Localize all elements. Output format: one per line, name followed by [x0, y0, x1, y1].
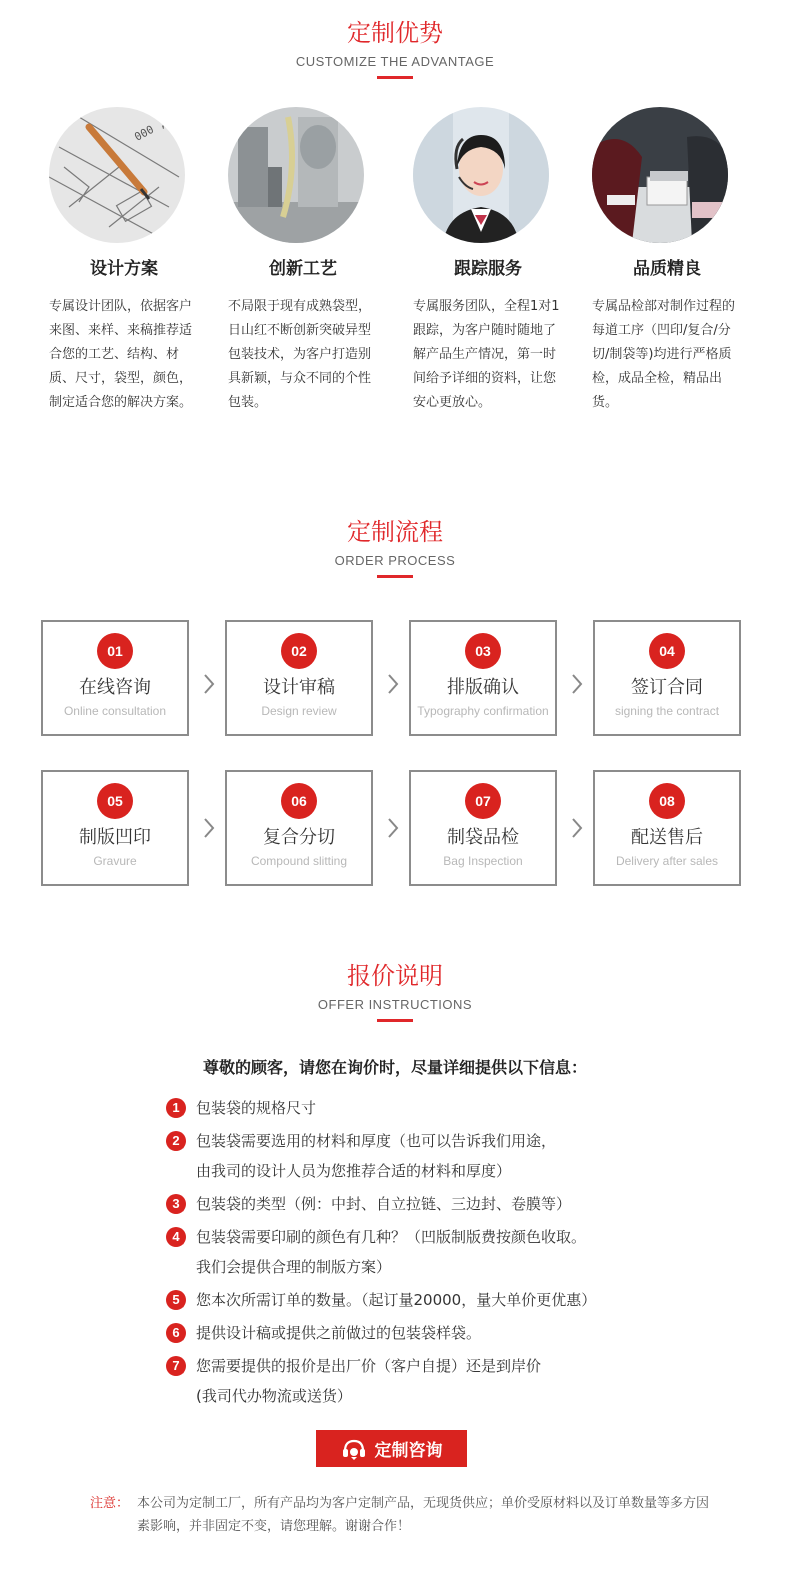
advantage-card-design	[49, 107, 199, 415]
advantage-card-craft	[228, 107, 378, 415]
step-number: 02	[281, 633, 317, 669]
step-title: 在线咨询	[79, 677, 151, 698]
offer-item	[166, 1351, 686, 1411]
step-title: 配送售后	[631, 827, 703, 848]
chevron-right-icon	[203, 673, 215, 695]
process-step-2	[225, 620, 373, 736]
step-number: 04	[649, 633, 685, 669]
offer-item	[166, 1318, 686, 1348]
offer-item	[166, 1285, 686, 1315]
advantage-title: 创新工艺	[269, 259, 337, 279]
headset-chat-icon	[341, 1437, 367, 1461]
advantage-title: 跟踪服务	[454, 259, 522, 279]
notice-label: 注意：	[90, 1496, 130, 1511]
chevron-right-icon	[387, 673, 399, 695]
title-underline	[377, 1019, 413, 1022]
svg-text:000 ,: 000 ,	[132, 116, 168, 144]
chevron-right-icon	[571, 817, 583, 839]
step-number: 01	[97, 633, 133, 669]
process-step-6	[225, 770, 373, 886]
offer-number-badge: 2 、	[166, 1131, 186, 1151]
chevron-right-icon	[571, 673, 583, 695]
offer-item	[166, 1222, 686, 1282]
advantage-title-cn: 定制优势	[347, 19, 443, 47]
process-step-7	[409, 770, 557, 886]
offer-number-badge: 5 、	[166, 1290, 186, 1310]
offer-line: 我们会提供合理的制版方案）	[196, 1258, 392, 1276]
process-step-1	[41, 620, 189, 736]
step-subtitle: Design review	[261, 704, 337, 718]
step-subtitle: Delivery after sales	[615, 854, 719, 868]
consult-button[interactable]	[316, 1430, 467, 1467]
advantage-desc: 专属服务团队，全程1对1跟踪，为客户随时随地了解产品生产情况，第一时间给予详细的资料，让您安心更放心。	[413, 299, 560, 410]
offer-number-badge: 7 、	[166, 1356, 186, 1376]
offer-item	[166, 1093, 686, 1123]
step-title: 设计审稿	[263, 677, 335, 698]
step-title: 排版确认	[447, 677, 519, 698]
offer-list	[166, 1093, 686, 1414]
advantage-desc: 专属品检部对制作过程的每道工序（凹印/复合/分切/制袋等)均进行严格质检，成品全检，精品出货。	[592, 299, 736, 410]
drafting-photo	[49, 107, 185, 243]
advantage-desc: 专属设计团队，依据客户来图、来样、来稿推荐适合您的工艺、结构、材质、尺寸，袋型，颜色，制定适合您的解决方案。	[49, 299, 193, 410]
step-title: 制版凹印	[79, 827, 151, 848]
offer-line: 包装袋需要印刷的颜色有几种？（凹版制版费按颜色收取。	[196, 1228, 587, 1246]
consult-button-label: 定制咨询	[374, 1441, 443, 1461]
step-title: 签订合同	[631, 677, 703, 698]
offer-number-badge: 4 、	[166, 1227, 186, 1247]
step-number: 07	[465, 783, 501, 819]
process-step-3	[409, 620, 557, 736]
title-underline	[377, 575, 413, 578]
advantage-desc: 不局限于现有成熟袋型，日山红不断创新突破异型包装技术，为客户打造别具新颖，与众不同的个性包装。	[228, 299, 372, 410]
offer-number-badge: 3 、	[166, 1194, 186, 1214]
advantage-card-service	[413, 107, 563, 415]
step-subtitle: Gravure	[93, 854, 137, 868]
offer-line: (我司代办物流或送货）	[196, 1387, 352, 1405]
offer-line: 提供设计稿或提供之前做过的包装袋样袋。	[196, 1324, 482, 1342]
offer-line: 您需要提供的报价是出厂价（客户自提）还是到岸价	[196, 1357, 542, 1375]
step-number: 05	[97, 783, 133, 819]
title-underline	[377, 76, 413, 79]
offer-number-badge: 6 、	[166, 1323, 186, 1343]
process-step-8	[593, 770, 741, 886]
offer-line: 您本次所需订单的数量。（起订量20000，量大单价更优惠）	[196, 1291, 597, 1309]
offer-title-en: OFFER INSTRUCTIONS	[317, 997, 473, 1012]
notice-text: 本公司为定制工厂，所有产品均为客户定制产品，无现货供应；单价受原材料以及订单数量等多方因素影响，并非固定不变，请您理解。谢谢合作！	[137, 1496, 710, 1534]
offer-line: 包装袋需要选用的材料和厚度（也可以告诉我们用途，	[196, 1132, 557, 1150]
chevron-right-icon	[387, 817, 399, 839]
process-step-4	[593, 620, 741, 736]
process-step-5	[41, 770, 189, 886]
step-number: 03	[465, 633, 501, 669]
offer-number-badge: 1 、	[166, 1098, 186, 1118]
offer-title-cn: 报价说明	[347, 962, 443, 990]
step-subtitle: Online consultation	[63, 704, 167, 718]
offer-heading: 尊敬的顾客，请您在询价时，尽量详细提供以下信息：	[202, 1058, 587, 1077]
process-section-title	[0, 517, 790, 578]
chevron-right-icon	[203, 817, 215, 839]
factory-photo	[228, 107, 364, 243]
service-agent-photo	[413, 107, 549, 243]
offer-line: 包装袋的规格尺寸	[196, 1099, 317, 1117]
offer-item	[166, 1126, 686, 1186]
step-title: 制袋品检	[447, 827, 519, 848]
step-subtitle: Typography confirmation	[417, 704, 549, 718]
step-subtitle: Compound slitting	[250, 854, 348, 868]
advantage-title: 品质精良	[633, 259, 701, 279]
offer-item	[166, 1189, 686, 1219]
notice	[90, 1492, 710, 1538]
step-number: 06	[281, 783, 317, 819]
inspection-photo	[592, 107, 728, 243]
offer-line: 由我司的设计人员为您推荐合适的材料和厚度）	[196, 1162, 512, 1180]
process-title-cn: 定制流程	[347, 518, 443, 546]
step-subtitle: Bag Inspection	[443, 854, 523, 868]
advantage-title-en: CUSTOMIZE THE ADVANTAGE	[295, 54, 495, 69]
step-number: 08	[649, 783, 685, 819]
step-subtitle: signing the contract	[614, 704, 720, 718]
advantage-section-title	[0, 18, 790, 79]
advantage-title: 设计方案	[90, 259, 158, 279]
step-title: 复合分切	[263, 827, 335, 848]
offer-line: 包装袋的类型（例：中封、自立拉链、三边封、卷膜等）	[196, 1195, 572, 1213]
advantage-card-quality	[592, 107, 742, 415]
process-title-en: ORDER PROCESS	[334, 553, 456, 568]
offer-section-title	[0, 961, 790, 1022]
